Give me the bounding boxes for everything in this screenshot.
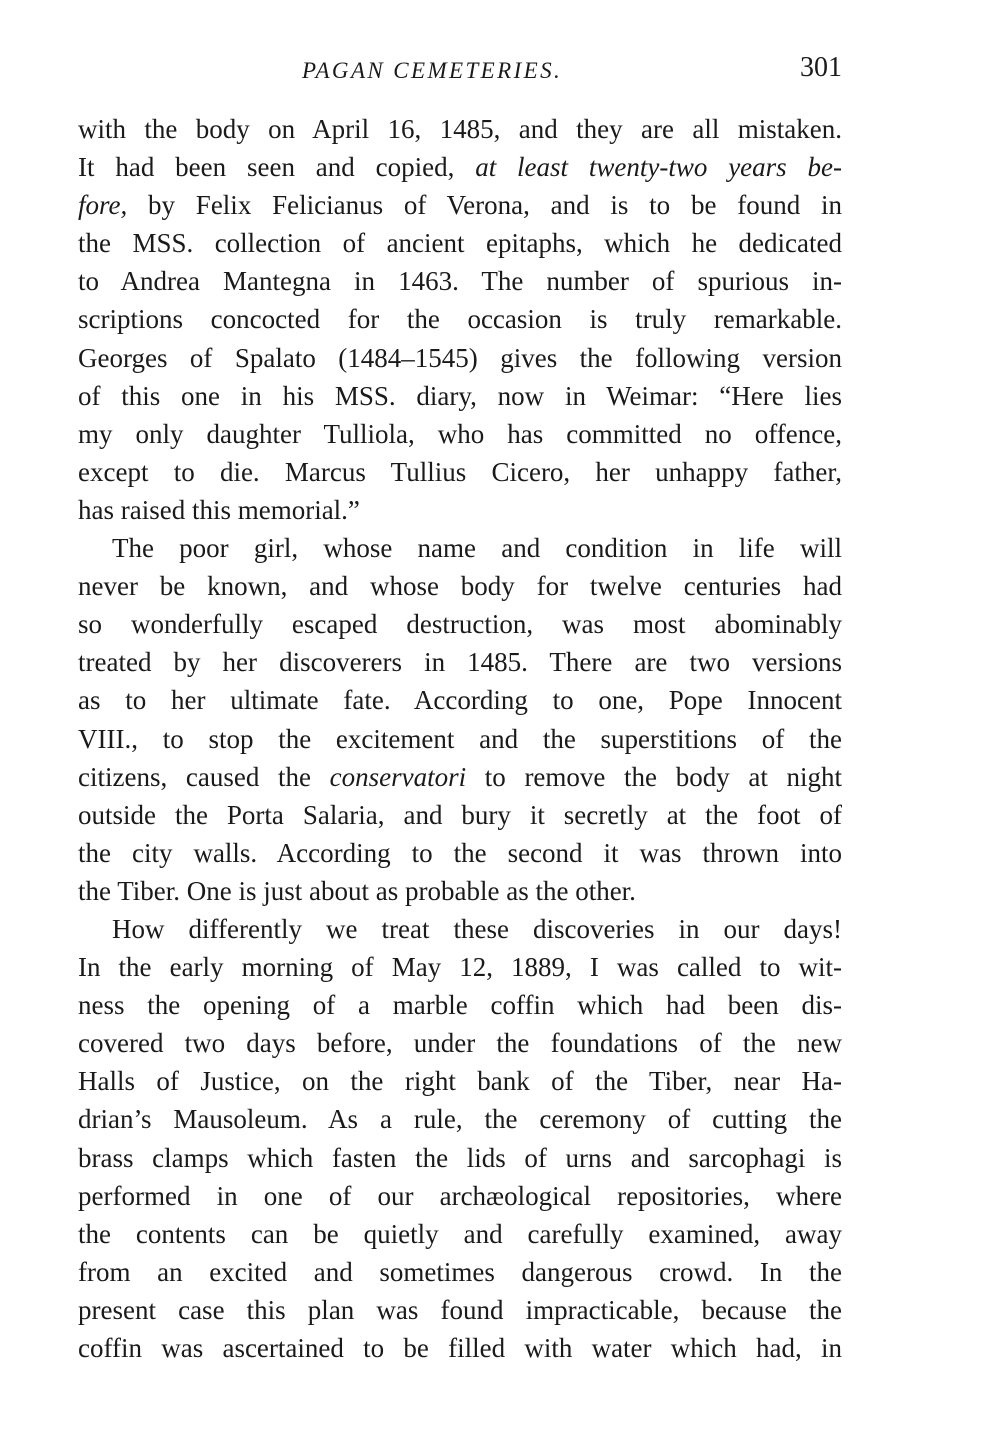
text-segment: ness the opening of a marble coffin which had been dis- — [78, 990, 842, 1021]
text-line — [78, 834, 842, 872]
text-segment: scriptions concocted for the occasion is truly remarkable. — [78, 304, 842, 335]
text-line — [78, 300, 842, 338]
text-segment: with the body on April 16, 1485, and they are all mistaken. — [78, 114, 842, 144]
text-segment: of this one in his MSS. diary, now in Weimar: “Here lies — [78, 380, 842, 411]
text-segment: never be known, and whose body for twelve centuries had — [78, 571, 842, 602]
text-line — [78, 1329, 842, 1367]
text-line — [78, 491, 842, 529]
page-number: 301 — [800, 52, 842, 83]
text-line — [78, 1291, 842, 1329]
text-segment: Georges of Spalato (1484–1545) gives the following version — [78, 342, 842, 373]
text-line — [78, 796, 842, 834]
text-line — [78, 643, 842, 681]
text-segment: covered two days before, under the foundations of the new — [78, 1028, 842, 1059]
text-segment: the MSS. collection of ancient epitaphs, which he dedicated — [78, 228, 842, 259]
text-segment: brass clamps which fasten the lids of urns and sarcophagi is — [78, 1142, 842, 1173]
text-line — [78, 948, 842, 986]
text-segment: except to die. Marcus Tullius Cicero, her unhappy father, — [78, 456, 842, 487]
text-line — [78, 224, 842, 262]
text-segment: treated by her discoverers in 1485. There are two versions — [78, 647, 842, 678]
text-line — [78, 1139, 842, 1177]
text-line — [78, 681, 842, 719]
text-segment: to Andrea Mantegna in 1463. The number of spurious in- — [78, 266, 842, 297]
text-segment: In the early morning of May 12, 1889, I was called to wit- — [78, 952, 842, 983]
text-line — [78, 1062, 842, 1100]
text-segment: to remove the body at night — [466, 761, 842, 792]
text-line — [78, 415, 842, 453]
italic-text: conservatori — [329, 761, 467, 792]
italic-text: fore, — [78, 190, 128, 221]
text-line — [78, 986, 842, 1024]
text-segment: outside the Porta Salaria, and bury it secretly at the foot of — [78, 799, 842, 830]
text-segment: It had been seen and copied, — [78, 152, 476, 183]
text-segment: the Tiber. One is just about as probable as the other. — [78, 875, 636, 906]
text-line — [78, 1253, 842, 1291]
text-line — [78, 872, 842, 910]
running-head — [78, 54, 842, 94]
text-segment: The poor girl, whose name and condition in life will — [112, 533, 842, 564]
text-line — [78, 529, 842, 567]
text-segment: How differently we treat these discoveries in our days! — [112, 913, 842, 944]
text-segment: drian’s Mausoleum. As a rule, the ceremony of cutting the — [78, 1104, 842, 1135]
text-segment: by Felix Felicianus of Verona, and is to be found in — [127, 190, 842, 221]
text-line — [78, 605, 842, 643]
text-line — [78, 1100, 842, 1138]
text-segment: performed in one of our archæological repositories, where — [78, 1180, 842, 1211]
text-segment: citizens, caused the — [78, 761, 330, 792]
text-segment: the city walls. According to the second it was thrown into — [78, 837, 842, 868]
text-line — [78, 758, 842, 796]
text-segment: VIII., to stop the excitement and the superstitions of the — [78, 723, 842, 754]
text-line — [78, 720, 842, 758]
paragraph — [78, 529, 842, 910]
running-title: PAGAN CEMETERIES. — [302, 58, 563, 83]
body-text — [78, 110, 842, 1367]
text-line — [78, 339, 842, 377]
text-segment: my only daughter Tulliola, who has committed no offence, — [78, 418, 842, 449]
text-line — [78, 186, 842, 224]
text-segment: present case this plan was found impracticable, because the — [78, 1294, 842, 1325]
text-line — [78, 148, 842, 186]
paragraph — [78, 110, 842, 529]
text-segment: Halls of Justice, on the right bank of the Tiber, near Ha- — [78, 1066, 842, 1097]
text-line — [78, 1024, 842, 1062]
italic-text: at least twenty-two years be- — [475, 152, 842, 183]
text-line — [78, 567, 842, 605]
text-line — [78, 262, 842, 300]
text-segment: as to her ultimate fate. According to one, Pope Innocent — [78, 685, 842, 716]
text-segment: from an excited and sometimes dangerous crowd. In the — [78, 1256, 842, 1287]
text-segment: has raised this memorial.” — [78, 494, 360, 525]
text-line — [78, 453, 842, 491]
text-segment: so wonderfully escaped destruction, was most abominably — [78, 609, 842, 640]
text-line — [78, 377, 842, 415]
text-line — [78, 1177, 842, 1215]
paragraph — [78, 910, 842, 1367]
text-line — [78, 910, 842, 948]
text-segment: the contents can be quietly and carefully examined, away — [78, 1218, 842, 1249]
text-line — [78, 110, 842, 148]
text-segment: coffin was ascertained to be filled with water which had, in — [78, 1333, 842, 1363]
text-line — [78, 1215, 842, 1253]
